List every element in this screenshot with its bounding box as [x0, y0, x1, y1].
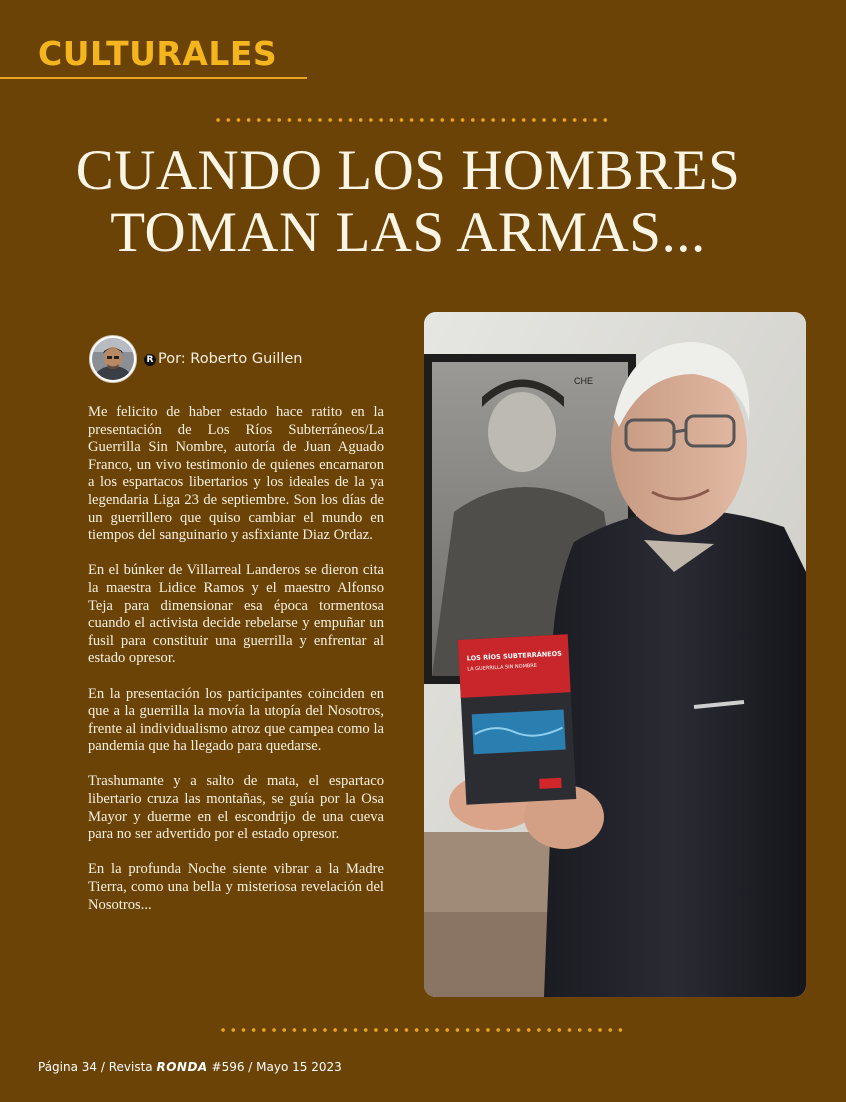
magazine-brand: RONDA	[156, 1060, 208, 1074]
book-title: LOS RÍOS SUBTERRÁNEOS	[466, 649, 563, 663]
byline	[89, 335, 302, 383]
footer-suffix: #596 / Mayo 15 2023	[207, 1060, 342, 1074]
bottom-dotted-divider	[218, 1028, 628, 1032]
article-photo	[424, 312, 806, 997]
author-badge-icon: R	[144, 354, 156, 366]
article-body	[88, 404, 384, 932]
paragraph: En la profunda Noche siente vibrar a la Madre Tierra, como una bella y misteriosa revelación del Nosotros...	[88, 861, 384, 913]
section-rule	[0, 77, 307, 79]
paragraph: En el búnker de Villarreal Landeros se dieron cita la maestra Lidice Ramos y el maestro Alfonso Teja para dimensionar esa época tormentosa cuando el activista decide rebelarse y empuñar un fusil para constituir una guerrilla y enfrentar al estado opresor.	[88, 562, 384, 667]
book-subtitle: LA GUERRILLA SIN NOMBRE	[467, 662, 538, 673]
paragraph: Trashumante y a salto de mata, el espartaco libertario cruza las montañas, se guía por la Osa Mayor y duerme en el escondrijo de una cueva para no ser advertido por el estado opresor.	[88, 773, 384, 843]
page-footer	[38, 1060, 342, 1074]
top-dotted-divider	[213, 118, 613, 122]
footer-prefix: Página 34 / Revista	[38, 1060, 157, 1074]
section-label: CULTURALES	[38, 34, 278, 73]
headline-line-2: TOMAN LAS ARMAS...	[110, 201, 706, 264]
paragraph: En la presentación los participantes coinciden en que a la guerrilla la movía la utopía del Nosotros, frente al individualismo atroz que campea como la pandemia que ha llegado para quedarse.	[88, 685, 384, 755]
headline-line-1: CUANDO LOS HOMBRES	[75, 139, 741, 202]
poster-label: CHE	[574, 376, 594, 386]
paragraph: Me felicito de haber estado hace ratito en la presentación de Los Ríos Subterráneos/La Guerrilla Sin Nombre, autoría de Juan Aguado Franco, un vivo testimonio de quienes encarnaron a los espartacos libertarios y los ideales de la ya legendaria Liga 23 de septiembre. Son los días de un guerrillero que quiso cambiar el mundo en tiempos del sanguinario y asfixiante Diaz Ordaz.	[88, 404, 384, 544]
author-name: Por: Roberto Guillen	[158, 351, 303, 367]
article-headline	[0, 140, 816, 264]
author-avatar	[89, 335, 137, 383]
